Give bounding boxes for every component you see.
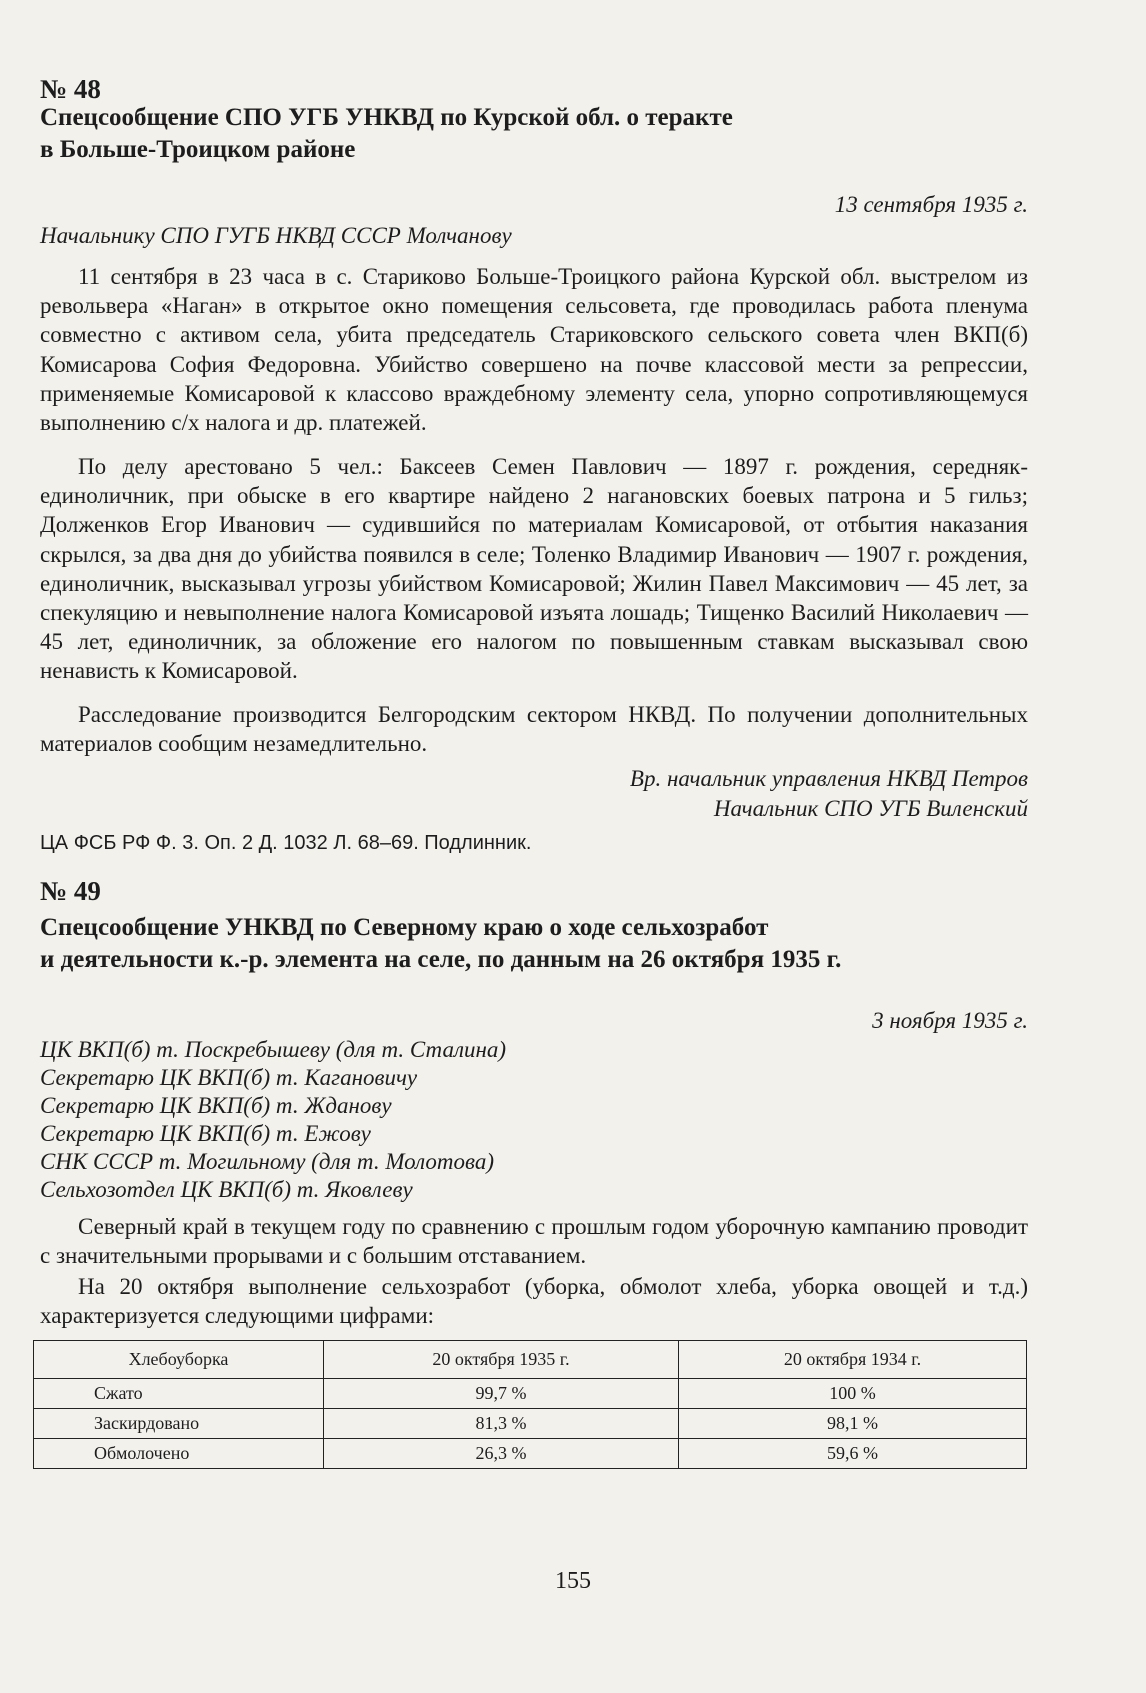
doc49-addressee: ЦК ВКП(б) т. Поскребышеву (для т. Сталина) — [40, 1037, 507, 1062]
page-number: 155 — [555, 1568, 591, 1594]
table-cell: 81,3 % — [324, 1409, 679, 1439]
doc48-paragraph-3: Расследование производится Белгородским сектором НКВД. По получении дополнительных материалов сообщим незамедлительно. — [40, 702, 1028, 757]
table-header-row — [34, 1341, 1027, 1379]
doc49-number: № 49 — [40, 876, 101, 906]
table-cell: 59,6 % — [679, 1439, 1027, 1469]
table-cell: 26,3 % — [324, 1439, 679, 1469]
doc48-source: ЦА ФСБ РФ Ф. 3. Оп. 2 Д. 1032 Л. 68–69. Подлинник. — [40, 832, 532, 854]
doc49-title-line1: Спецсообщение УНКВД по Северному краю о ходе сельхозработ — [40, 914, 769, 941]
doc49-addressee-list — [40, 1036, 940, 1204]
table-row — [34, 1409, 1027, 1439]
doc48-date: 13 сентября 1935 г. — [834, 192, 1028, 217]
doc49-addressee: СНК СССР т. Могильному (для т. Молотова) — [40, 1149, 494, 1174]
table-cell: 98,1 % — [679, 1409, 1027, 1439]
table-cell: 99,7 % — [324, 1379, 679, 1409]
table-row — [34, 1379, 1027, 1409]
table-row — [34, 1439, 1027, 1469]
doc48-paragraph-2: По делу арестовано 5 чел.: Баксеев Семен Павлович — 1897 г. рождения, середняк-единоличник, при обыске в его квартире найдено 2 нагановских боевых патрона и 5 гильз; Долженков Егор Иванович — судившийся по материалам Комисаровой, от отбытия наказания скрылся, за два дня до убийства появился в селе; Толенко Владимир Иванович — 1907 г. рождения, единоличник, высказывал угрозы убийством Комисаровой; Жилин Павел Максимович — 45 лет, за спекуляцию и невыполнение налога Комисаровой изъята лошадь; Тищенко Василий Николаевич — 45 лет, единоличник, за обложение его налогом по повышенным ставкам высказывал свою ненависть к Комисаровой. — [40, 454, 1028, 684]
doc48-signature-2: Начальник СПО УГБ Виленский — [713, 796, 1028, 821]
doc48-number: № 48 — [40, 74, 101, 104]
doc48-title-line1: Спецсообщение СПО УГБ УНКВД по Курской обл. о теракте — [40, 104, 733, 131]
doc48-title-line2: в Больше-Троицком районе — [40, 136, 356, 163]
table-cell-label: Сжато — [34, 1379, 324, 1409]
table-header-cell: 20 октября 1934 г. — [679, 1341, 1027, 1379]
doc49-addressee: Секретарю ЦК ВКП(б) т. Жданову — [40, 1093, 392, 1118]
harvest-table — [33, 1340, 1027, 1469]
doc48-signature-1: Вр. начальник управления НКВД Петров — [629, 766, 1028, 791]
doc49-addressee: Секретарю ЦК ВКП(б) т. Ежову — [40, 1121, 371, 1146]
doc49-addressee: Секретарю ЦК ВКП(б) т. Кагановичу — [40, 1065, 418, 1090]
doc49-addressee: Сельхозотдел ЦК ВКП(б) т. Яковлеву — [40, 1177, 413, 1202]
table-header-cell: Хлебоуборка — [34, 1341, 324, 1379]
doc49-title-line2: и деятельности к.-р. элемента на селе, по данным на 26 октября 1935 г. — [40, 946, 842, 973]
table-cell: 100 % — [679, 1379, 1027, 1409]
doc49-date: 3 ноября 1935 г. — [872, 1008, 1028, 1033]
table-header-cell: 20 октября 1935 г. — [324, 1341, 679, 1379]
doc48-paragraph-1: 11 сентября в 23 часа в с. Стариково Больше-Троицкого района Курской обл. выстрелом из револьвера «Наган» в открытое окно помещения сельсовета, где проводилась работа пленума совместно с активом села, убита председатель Стариковского сельского совета член ВКП(б) Комисарова София Федоровна. Убийство совершено на почве классовой мести за репрессии, применяемые Комисаровой к классово враждебному элементу села, упорно сопротивляющемуся выполнению с/х налога и др. платежей. — [40, 264, 1028, 436]
doc48-addressee: Начальнику СПО ГУГБ НКВД СССР Молчанову — [40, 223, 512, 248]
table-cell-label: Обмолочено — [34, 1439, 324, 1469]
doc49-paragraph-2: На 20 октября выполнение сельхозработ (уборка, обмолот хлеба, уборка овощей и т.д.) характеризуется следующими цифрами: — [40, 1274, 1028, 1329]
table-cell-label: Заскирдовано — [34, 1409, 324, 1439]
doc49-paragraph-1: Северный край в текущем году по сравнению с прошлым годом уборочную кампанию проводит с значительными прорывами и с большим отставанием. — [40, 1214, 1028, 1269]
